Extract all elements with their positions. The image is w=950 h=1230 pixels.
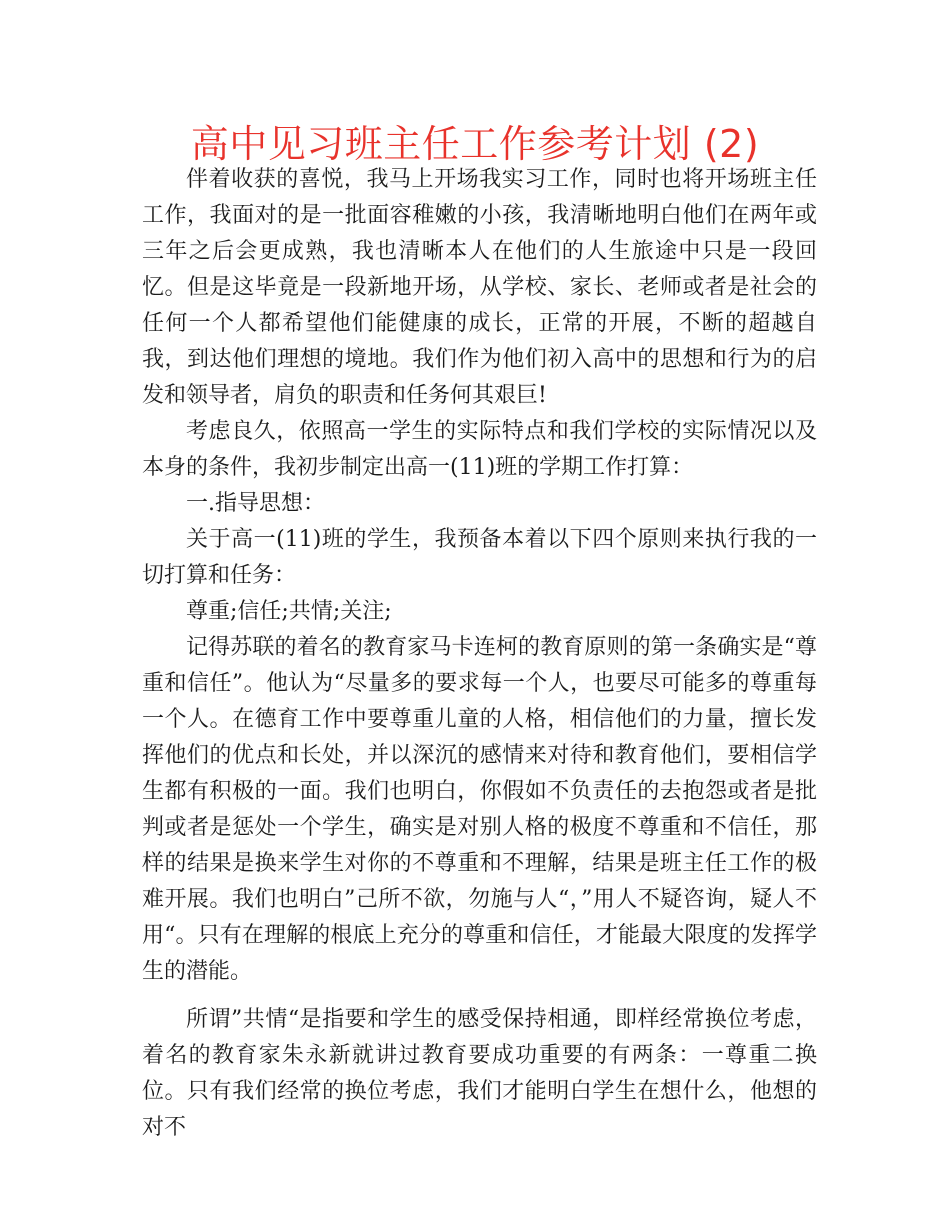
paragraph-principles-list: 尊重;信任;共情;关注;	[186, 599, 392, 624]
heading-guiding-thought: 一.指导思想：	[186, 491, 325, 516]
document-title: 高中见习班主任工作参考计划 (2)	[190, 122, 760, 166]
paragraph-principles-intro: 关于高一(11)班的学生，我预备本着以下四个原则来执行我的一切打算和任务：	[142, 527, 817, 588]
paragraph-plan: 考虑良久，依照高一学生的实际特点和我们学校的实际情况以及本身的条件，我初步制定出高一(11)班的学期工作打算：	[142, 419, 817, 480]
document-body	[142, 162, 817, 1146]
paragraph-respect-trust: 记得苏联的着名的教育家马卡连柯的教育原则的第一条确实是“尊重和信任”。他认为“尽量多的要求每一个人，也要尽可能多的尊重每一个人。在德育工作中要尊重儿童的人格，相信他们的力量，擅长发挥他们的优点和长处，并以深沉的感情来对待和教育他们，要相信学生都有积极的一面。我们也明白，你假如不负责任的去抱怨或者是批判或者是惩处一个学生，确实是对别人格的极度不尊重和不信任，那样的结果是换来学生对你的不尊重和不理解，结果是班主任工作的极难开展。我们也明白”己所不欲，勿施与人“，”用人不疑咨询，疑人不用“。只有在理解的根底上充分的尊重和信任，才能最大限度的发挥学生的潜能。	[142, 635, 817, 984]
paragraph-intro: 伴着收获的喜悦，我马上开场我实习工作，同时也将开场班主任工作，我面对的是一批面容稚嫩的小孩，我清晰地明白他们在两年或三年之后会更成熟，我也清晰本人在他们的人生旅途中只是一段回忆。但是这毕竟是一段新地开场，从学校、家长、老师或者是社会的任何一个人都希望他们能健康的成长，正常的开展，不断的超越自我，到达他们理想的境地。我们作为他们初入高中的思想和行为的启发和领导者，肩负的职责和任务何其艰巨!	[142, 167, 817, 408]
paragraph-empathy: 所谓”共情“是指要和学生的感受保持相通，即样经常换位考虑，着名的教育家朱永新就讲过教育要成功重要的有两条：一尊重二换位。只有我们经常的换位考虑，我们才能明白学生在想什么，他想的对不	[142, 1007, 817, 1140]
